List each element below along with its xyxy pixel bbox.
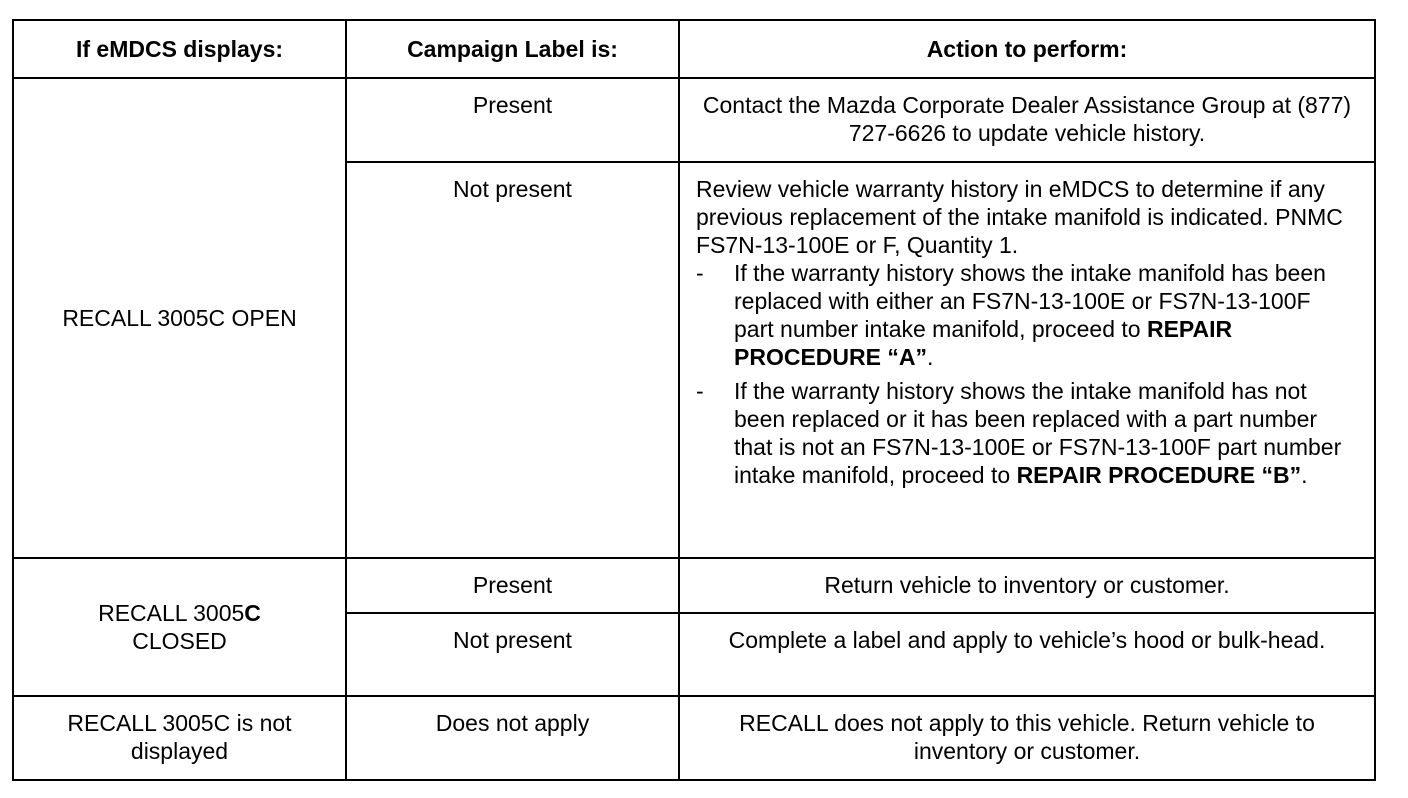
header-emdcs: If eMDCS displays: <box>13 20 346 78</box>
label-does-not-apply: Does not apply <box>346 696 679 780</box>
action-review-warranty <box>679 162 1375 558</box>
table-row <box>13 558 1375 613</box>
bullet-a-period: . <box>926 344 934 370</box>
status-closed-line2: CLOSED <box>132 628 227 654</box>
table-row <box>13 696 1375 780</box>
bullet-dash: - <box>696 260 704 286</box>
bullet-b-text: If the warranty history shows the intake manifold has not been replaced or it has been replaced with a part number that is not an FS7N-13-100E or FS7N-13-100F part number intake manifold, proceed to <box>734 378 1342 488</box>
review-instructions: Review vehicle warranty history in eMDCS to determine if any previous replacement of the intake manifold is indicated. PNMC FS7N-13-100E or F, Quantity 1. <box>696 176 1343 258</box>
action-return-vehicle: Return vehicle to inventory or customer. <box>679 558 1375 613</box>
bullet-a-text: If the warranty history shows the intake manifold has been replaced with either an FS7N-13-100E or FS7N-13-100F part number intake manifold, proceed to <box>734 260 1326 342</box>
bullet-dash: - <box>696 378 704 404</box>
label-present: Present <box>346 78 679 162</box>
header-campaign-label: Campaign Label is: <box>346 20 679 78</box>
action-contact-mazda: Contact the Mazda Corporate Dealer Assistance Group at (877) 727-6626 to update vehicle history. <box>679 78 1375 162</box>
status-closed-prefix: RECALL 3005 <box>98 600 245 626</box>
table-row <box>13 78 1375 162</box>
repair-procedure-a: REPAIR PROCEDURE “A” <box>734 316 1233 370</box>
list-item <box>696 377 1356 489</box>
status-open: RECALL 3005C OPEN <box>13 78 346 558</box>
status-not-displayed: RECALL 3005C is not displayed <box>13 696 346 780</box>
label-not-present: Not present <box>346 613 679 696</box>
header-action: Action to perform: <box>679 20 1375 78</box>
repair-procedure-b: REPAIR PROCEDURE “B” <box>1016 462 1302 488</box>
status-closed <box>13 558 346 696</box>
label-present: Present <box>346 558 679 613</box>
list-item <box>696 259 1356 371</box>
label-not-present: Not present <box>346 162 679 558</box>
status-closed-suffix: C <box>244 600 261 626</box>
action-does-not-apply: RECALL does not apply to this vehicle. Return vehicle to inventory or customer. <box>679 696 1375 780</box>
recall-action-table <box>12 19 1376 781</box>
action-complete-label: Complete a label and apply to vehicle’s hood or bulk-head. <box>679 613 1375 696</box>
header-row <box>13 20 1375 78</box>
bullet-b-period: . <box>1301 462 1308 488</box>
